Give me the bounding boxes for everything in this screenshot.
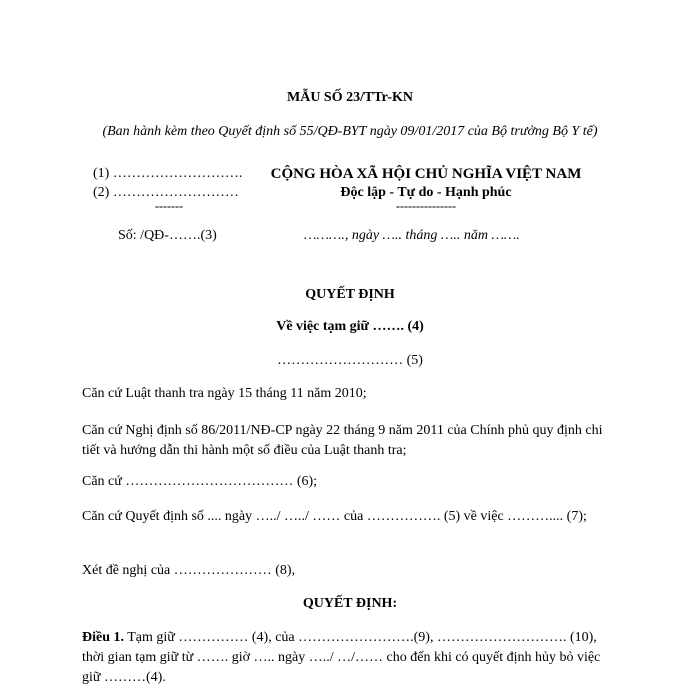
- issued-note: (Ban hành kèm theo Quyết định số 55/QĐ-BYT ngày 09/01/2017 của Bộ trưởng Bộ Y tế): [102, 124, 598, 139]
- left-divider: -------: [155, 199, 183, 213]
- legal-basis-3: Căn cứ ……………………………… (6);: [82, 474, 318, 489]
- national-motto: Độc lập - Tự do - Hạnh phúc: [340, 185, 512, 200]
- proposal-line: Xét đề nghị của ………………… (8),: [82, 563, 296, 578]
- article-1: [82, 628, 618, 688]
- issuing-authority-line-2: (2) ………………………: [93, 185, 239, 200]
- decision-title: QUYẾT ĐỊNH: [305, 287, 395, 302]
- decision-subject: Về việc tạm giữ ……. (4): [276, 319, 424, 334]
- form-code: MẪU SỐ 23/TTr-KN: [287, 90, 413, 105]
- article-1-label: Điều 1.: [82, 630, 124, 645]
- decision-authority: ……………………… (5): [277, 353, 423, 368]
- legal-basis-1: Căn cứ Luật thanh tra ngày 15 tháng 11 năm 2010;: [82, 386, 367, 401]
- legal-basis-2: Căn cứ Nghị định số 86/2011/NĐ-CP ngày 22 tháng 9 năm 2011 của Chính phủ quy định chi tiết và hướng dẫn thi hành một số điều của Luật thanh tra;: [82, 423, 603, 458]
- place-date-line: ………., ngày ….. tháng ….. năm …….: [304, 228, 520, 243]
- decision-number: Số: /QĐ-…….(3): [118, 228, 217, 243]
- issuing-authority-line-1: (1) ……………………….: [93, 166, 243, 181]
- country-name: CỘNG HÒA XÃ HỘI CHỦ NGHĨA VIỆT NAM: [270, 166, 582, 182]
- right-divider: ---------------: [396, 199, 456, 213]
- article-1-text: Tạm giữ …………… (4), của …………………….(9), ………………………. (10), thời gian tạm giữ từ ……. giờ ….. ngày …../ …/…… cho đến khi có quyết định hủy bỏ việc giữ ………(4).: [82, 630, 601, 685]
- legal-basis-4: Căn cứ Quyết định số .... ngày …../ …../ …… của ……………. (5) về việc ……….... (7);: [82, 509, 587, 524]
- decides-heading: QUYẾT ĐỊNH:: [302, 596, 398, 611]
